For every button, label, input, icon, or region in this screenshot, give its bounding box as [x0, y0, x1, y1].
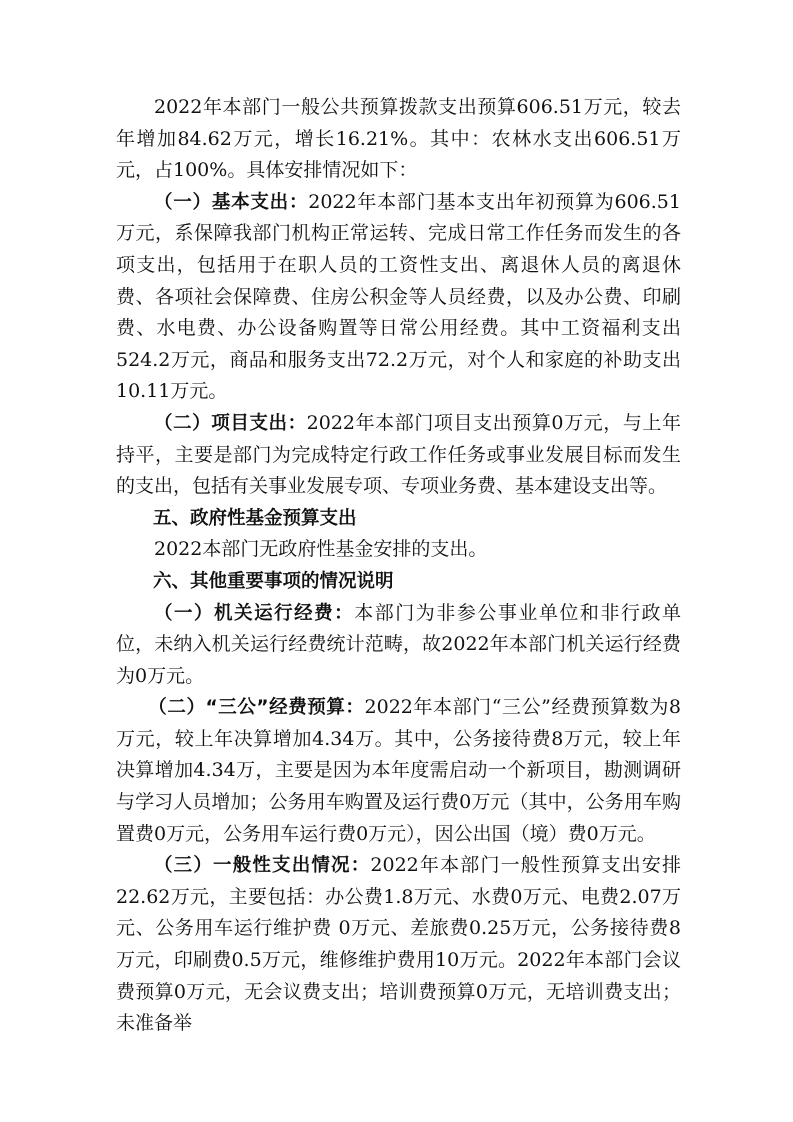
section-5-paragraph: 2022本部门无政府性基金安排的支出。	[154, 538, 488, 561]
intro-paragraph: 2022年本部门一般公共预算拨款支出预算606.51万元，较去年增加84.62万元，增长16.21%。其中：农林水支出606.51万元，占100%。具体安排情况如下：	[116, 96, 681, 182]
operating-costs-text: 本部门为非参公事业单位和非行政单位，未纳入机关运行经费统计范畴，故2022年本部门机关运行经费为0万元。	[116, 601, 681, 687]
general-expenditure-paragraph	[116, 850, 681, 1040]
project-expenditure-paragraph	[116, 408, 681, 503]
operating-costs-lead: （一）机关运行经费：	[154, 602, 355, 624]
project-expenditure-lead: （二）项目支出：	[154, 412, 307, 434]
basic-expenditure-lead: （一）基本支出：	[154, 191, 309, 213]
three-public-paragraph	[116, 692, 681, 850]
basic-expenditure-text: 2022年本部门基本支出年初预算为606.51万元，系保障我部门机构正常运转、完成日常工作任务而发生的各项支出，包括用于在职人员的工资性支出、离退休人员的离退休费、各项社会保障费、住房公积金等人员经费，以及办公费、印刷费、水电费、办公设备购置等日常公用经费。其中工资福利支出524.2万元，商品和服务支出72.2万元，对个人和家庭的补助支出10.11万元。	[116, 190, 681, 403]
three-public-text: 2022年本部门“三公”经费预算数为8万元，较上年决算增加4.34万。其中，公务接待费8万元，较上年决算增加4.34万，主要是因为本年度需启动一个新项目，勘测调研与学习人员增加；公务用车购置及运行费0万元（其中，公务用车购置费0万元，公务用车运行费0万元），因公出国（境）费0万元。	[116, 696, 681, 845]
section-5-heading: 五、政府性基金预算支出	[153, 507, 357, 529]
operating-costs-paragraph	[116, 598, 681, 693]
general-expenditure-text: 2022年本部门一般性预算支出安排22.62万元，主要包括：办公费1.8万元、水费0万元、电费2.07万元、公务用车运行维护费 0万元、差旅费0.25万元，公务接待费8万元，印刷费0.5万元，维修维护费用10万元。2022年本部门会议费预算0万元，无会议费支出；培训费预算0万元，无培训费支出；未准备举	[116, 854, 681, 1035]
general-expenditure-lead: （三）一般性支出情况：	[154, 855, 371, 877]
document-body	[116, 92, 681, 1040]
project-expenditure-text: 2022年本部门项目支出预算0万元，与上年持平，主要是部门为完成特定行政工作任务或事业发展目标而发生的支出，包括有关事业发展专项、专项业务费、基本建设支出等。	[116, 411, 681, 498]
basic-expenditure-paragraph	[116, 187, 681, 408]
section-6-heading: 六、其他重要事项的情况说明	[153, 570, 394, 592]
three-public-lead: （二）“三公”经费预算：	[148, 697, 365, 719]
